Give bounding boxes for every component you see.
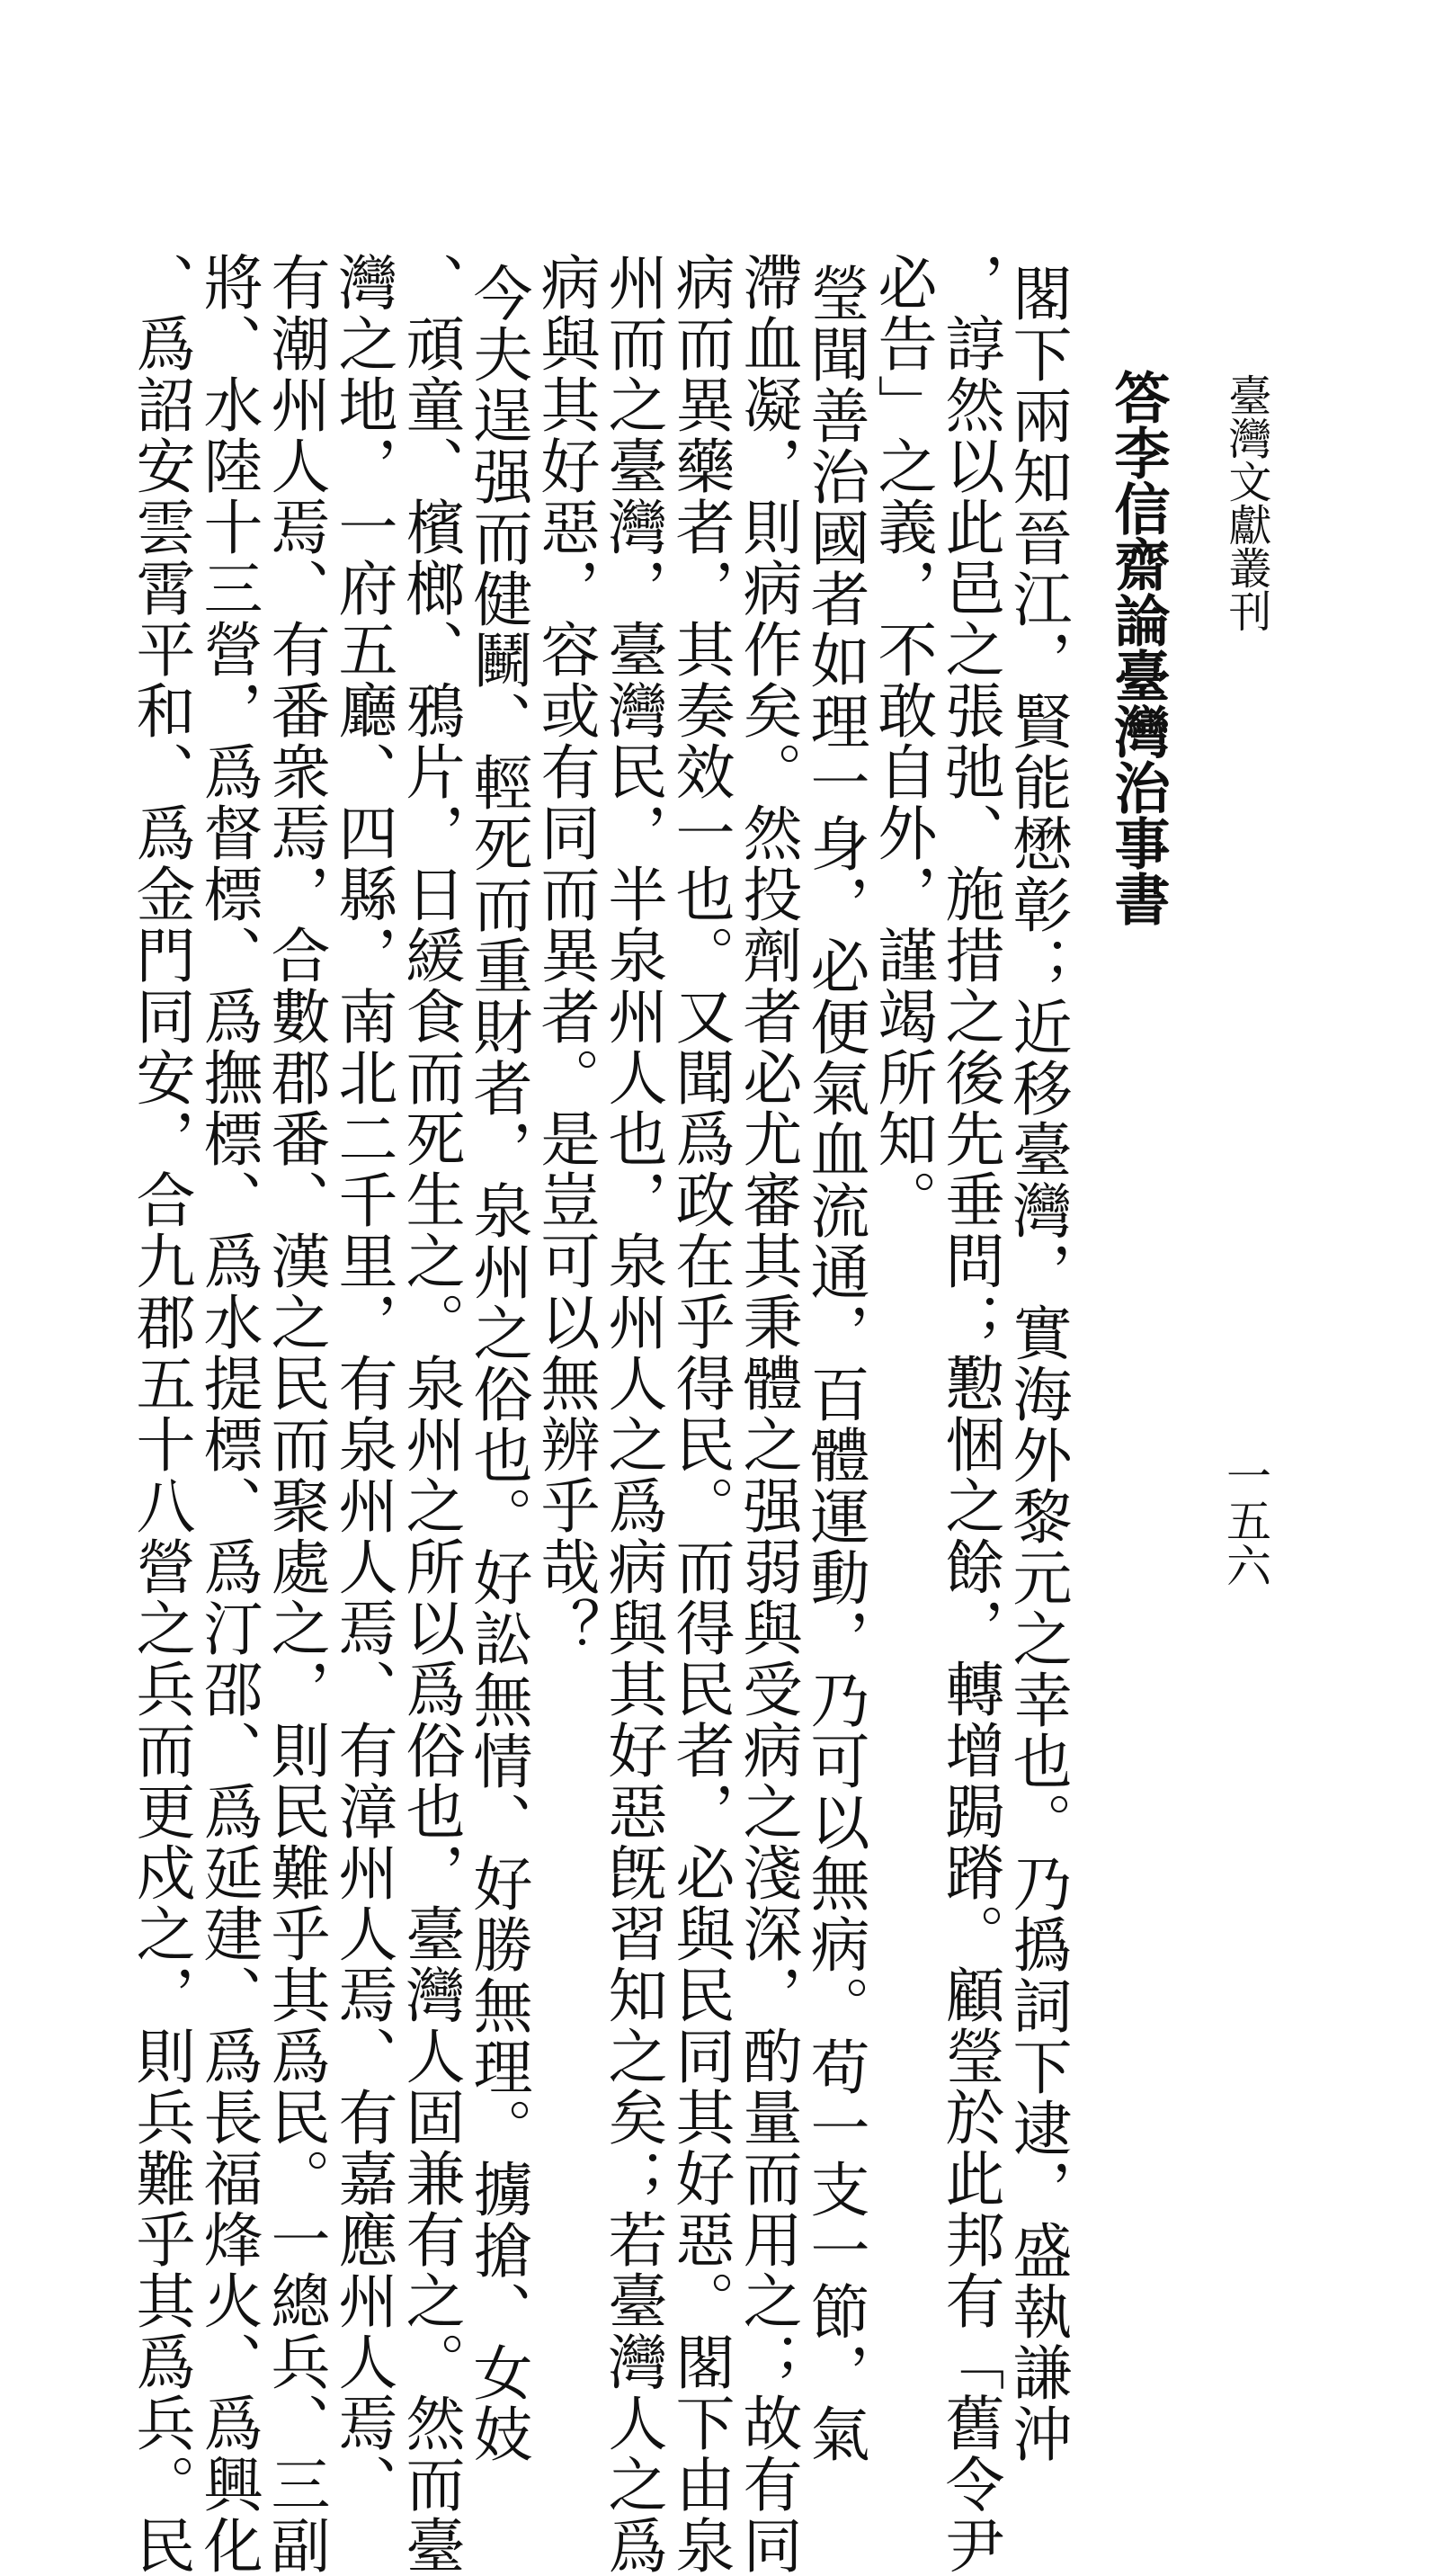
- text-column-7: 州而之臺灣，臺灣民，半泉州人也，泉州人之爲病與其好惡旣習知之矣；若臺灣人之爲: [598, 252, 667, 2576]
- text-column-13: 將、水陸十三營，爲督標、爲撫標、爲水提標、爲汀邵、爲延建、爲長福烽火、爲興化: [193, 252, 263, 2576]
- text-column-14: 、爲詔安雲霄平和、爲金門同安，合九郡五十八營之兵而更戍之，則兵難乎其爲兵。民: [126, 252, 195, 2576]
- text-column-1: 閣下兩知晉江，賢能懋彰；近移臺灣，實海外黎元之幸也。乃撝詞下逮，盛執謙沖: [1003, 263, 1072, 2464]
- text-column-12: 有潮州人焉、有番衆焉，合數郡番、漢之民而聚處之，則民難乎其爲民。一總兵、三副: [261, 252, 330, 2576]
- text-column-8: 病與其好惡，容或有同而異者。是豈可以無辨乎哉？: [530, 252, 600, 1659]
- text-column-3: 必告」之義，不敢自外，謹竭所知。: [868, 252, 937, 1230]
- text-column-4: 瑩聞善治國者如理一身，必便氣血流通，百體運動，乃可以無病。苟一支一節，氣: [800, 263, 869, 2464]
- text-column-9: 今夫逞强而健鬭、輕死而重財者，泉州之俗也。好訟無情、好勝無理。擄搶、女妓: [463, 263, 532, 2464]
- text-column-5: 滯血凝，則病作矣。然投劑者必尤審其秉體之强弱與受病之淺深，酌量而用之；故有同: [733, 252, 802, 2576]
- letter-title: 答李信齋論臺灣治事書: [1105, 369, 1171, 926]
- series-header: 臺灣文獻叢刊: [1221, 373, 1271, 632]
- text-column-6: 病而異藥者，其奏效一也。又聞爲政在乎得民。而得民者，必與民同其好惡。閣下由泉: [665, 252, 735, 2576]
- text-column-10: 、頑童、檳榔、鴉片，日緩食而死生之。泉州之所以爲俗也，臺灣人固兼有之。然而臺: [396, 252, 465, 2576]
- text-column-2: ，諄然以此邑之張弛、施措之後先垂問；懃悃之餘，轉增跼蹐。顧瑩於此邦有「舊令尹: [935, 252, 1004, 2576]
- text-column-11: 灣之地，一府五廳、四縣，南北二千里，有泉州人焉、有漳州人焉、有嘉應州人焉、: [328, 252, 397, 2515]
- page-number: 一五六: [1219, 1453, 1271, 1588]
